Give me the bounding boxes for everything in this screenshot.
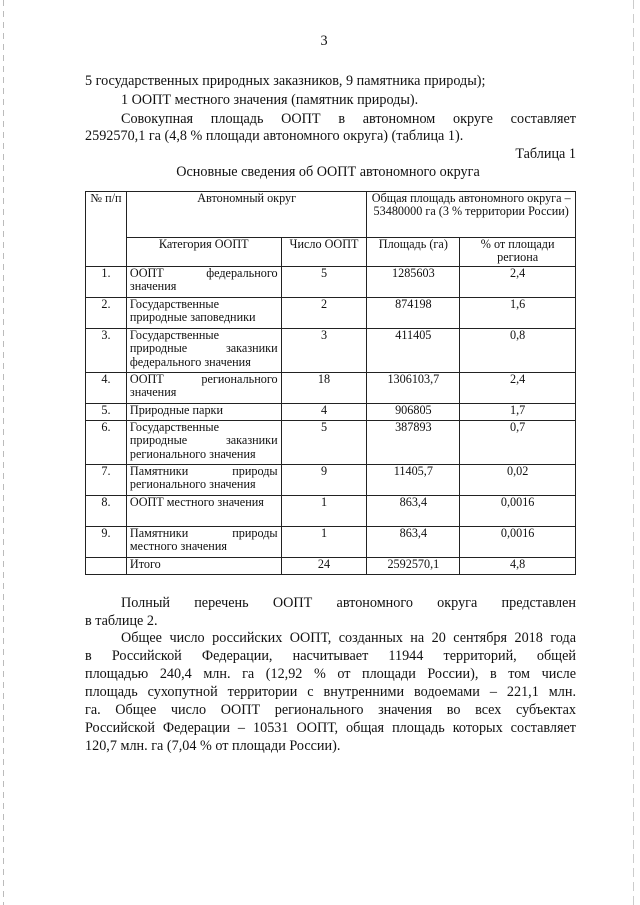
row-area: 411405: [367, 329, 460, 373]
para2-line-1: Общее число российских ООПТ, созданных на 20 сентября 2018 года: [121, 630, 576, 646]
row-percent: 0,8: [460, 329, 576, 373]
intro-line-4: 2592570,1 га (4,8 % площади автономного округа) (таблица 1).: [85, 128, 464, 144]
row-category: ООПТ местного значения: [126, 496, 281, 527]
scan-edge-left: [3, 0, 4, 905]
row-category: Памятники природы местного значения: [126, 527, 281, 558]
table-row: [86, 298, 576, 329]
header-no: № п/п: [86, 192, 127, 267]
row-count: 5: [281, 267, 367, 298]
row-count: 4: [281, 404, 367, 421]
intro-line-2: 1 ООПТ местного значения (памятник природы).: [121, 92, 419, 108]
row-percent: 0,02: [460, 465, 576, 496]
table-label: Таблица 1: [515, 146, 576, 162]
row-percent: 0,0016: [460, 527, 576, 558]
row-category: Памятники природы регионального значения: [126, 465, 281, 496]
total-label: Итого: [126, 558, 281, 575]
para2-line-7: 120,7 млн. га (7,04 % от площади России).: [85, 738, 341, 754]
row-percent: 0,0016: [460, 496, 576, 527]
row-category: Государственные природные заповедники: [126, 298, 281, 329]
row-count: 1: [281, 496, 367, 527]
row-count: 9: [281, 465, 367, 496]
table-title: Основные сведения об ООПТ автономного округа: [176, 164, 480, 180]
row-category: Государственные природные заказники федерального значения: [126, 329, 281, 373]
total-count: 24: [281, 558, 367, 575]
header-area-total: Общая площадь автономного округа – 53480000 га (3 % территории России): [367, 192, 576, 238]
table-row: [86, 496, 576, 527]
para2-line-5: га. Общее число ООПТ регионального значения во всех субъектах: [85, 702, 576, 718]
row-count: 18: [281, 373, 367, 404]
row-percent: 2,4: [460, 373, 576, 404]
row-count: 5: [281, 421, 367, 465]
table-row: [86, 267, 576, 298]
total-percent: 4,8: [460, 558, 576, 575]
table-row: [86, 404, 576, 421]
row-no: 7.: [86, 465, 127, 496]
row-no: 3.: [86, 329, 127, 373]
row-percent: 1,6: [460, 298, 576, 329]
row-area: 863,4: [367, 527, 460, 558]
row-area: 906805: [367, 404, 460, 421]
table-header-row-1: [86, 192, 576, 238]
row-percent: 1,7: [460, 404, 576, 421]
row-no: 4.: [86, 373, 127, 404]
para2-line-2: в Российской Федерации, насчитывает 11944 территорий, общей: [85, 648, 576, 664]
para2-line-4: площадь сухопутной территории с внутренними водоемами – 221,1 млн.: [85, 684, 576, 700]
header-count: Число ООПТ: [281, 238, 367, 267]
row-count: 1: [281, 527, 367, 558]
para1-line-2: в таблице 2.: [85, 613, 158, 629]
row-category: ООПТ регионального значения: [126, 373, 281, 404]
page-number: 3: [320, 33, 328, 49]
table-header-row-2: [86, 238, 576, 267]
row-category: Государственные природные заказники регионального значения: [126, 421, 281, 465]
table-row: [86, 373, 576, 404]
oopt-table: [85, 191, 576, 575]
header-area: Площадь (га): [367, 238, 460, 267]
header-okrug: Автономный округ: [126, 192, 367, 238]
row-no: 6.: [86, 421, 127, 465]
para1-line-1: Полный перечень ООПТ автономного округа представлен: [121, 595, 576, 611]
row-area: 863,4: [367, 496, 460, 527]
table-total-row: [86, 558, 576, 575]
row-percent: 0,7: [460, 421, 576, 465]
row-area: 1285603: [367, 267, 460, 298]
header-percent: % от площади региона: [460, 238, 576, 267]
row-area: 874198: [367, 298, 460, 329]
intro-line-1: 5 государственных природных заказников, 9 памятника природы);: [85, 73, 486, 89]
row-area: 387893: [367, 421, 460, 465]
row-count: 2: [281, 298, 367, 329]
table-row: [86, 465, 576, 496]
table-row: [86, 421, 576, 465]
row-percent: 2,4: [460, 267, 576, 298]
row-area: 1306103,7: [367, 373, 460, 404]
table-row: [86, 329, 576, 373]
row-area: 11405,7: [367, 465, 460, 496]
scan-edge-right: [633, 0, 634, 905]
total-no: [86, 558, 127, 575]
total-area: 2592570,1: [367, 558, 460, 575]
para2-line-6: Российской Федерации – 10531 ООПТ, общая площадь которых составляет: [85, 720, 576, 736]
row-count: 3: [281, 329, 367, 373]
row-no: 8.: [86, 496, 127, 527]
para2-line-3: площадью 240,4 млн. га (12,92 % от площади России), в том числе: [85, 666, 576, 682]
row-no: 1.: [86, 267, 127, 298]
row-no: 5.: [86, 404, 127, 421]
header-category: Категория ООПТ: [126, 238, 281, 267]
intro-line-3: Совокупная площадь ООПТ в автономном округе составляет: [121, 111, 576, 127]
row-category: ООПТ федерального значения: [126, 267, 281, 298]
table-row: [86, 527, 576, 558]
row-category: Природные парки: [126, 404, 281, 421]
row-no: 2.: [86, 298, 127, 329]
row-no: 9.: [86, 527, 127, 558]
